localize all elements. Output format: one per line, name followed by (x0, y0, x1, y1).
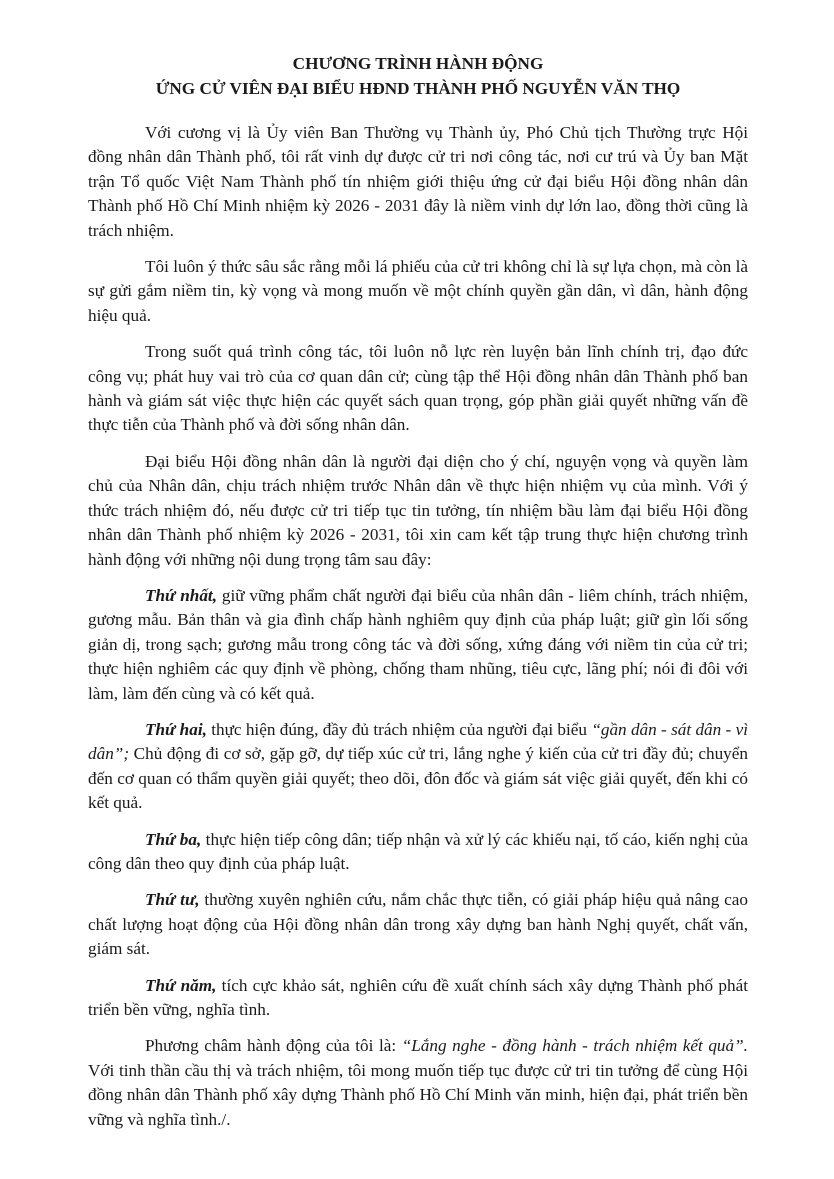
second-point-text-a: thực hiện đúng, đầy đủ trách nhiệm của người đại biểu (206, 719, 592, 739)
paragraph-fifth-point (88, 974, 748, 1023)
third-point-lead: Thứ ba, (145, 829, 202, 849)
second-point-quote: “gần dân - sát dân - vì dân”; (88, 719, 748, 764)
fourth-point-text: thường xuyên nghiên cứu, nắm chắc thực tiễn, có giải pháp hiệu quả nâng cao chất lượng hoạt động của Hội đồng nhân dân trong xây dựng ban hành Nghị quyết, chất vấn, giám sát. (88, 890, 748, 959)
motto-text-a: Phương châm hành động của tôi là: (145, 1036, 402, 1056)
fourth-point-lead: Thứ tư, (145, 890, 200, 910)
document-subtitle: ỨNG CỬ VIÊN ĐẠI BIỂU HĐND THÀNH PHỐ NGUYỄN VĂN THỌ (155, 78, 681, 98)
first-point-lead: Thứ nhất, (145, 585, 218, 605)
paragraph-work-history: Trong suốt quá trình công tác, tôi luôn nỗ lực rèn luyện bản lĩnh chính trị, đạo đức công vụ; phát huy vai trò của cơ quan dân cử; cùng tập thể Hội đồng nhân dân Thành phố ban hành và giám sát việc thực hiện các quyết sách quan trọng, góp phần giải quyết những vấn đề thực tiễn của Thành phố và đời sống nhân dân. (88, 342, 748, 435)
paragraph-intro: Với cương vị là Ủy viên Ban Thường vụ Thành ủy, Phó Chủ tịch Thường trực Hội đồng nhân dân Thành phố, tôi rất vinh dự được cử tri nơi công tác, nơi cư trú và Ủy ban Mặt trận Tổ quốc Việt Nam Thành phố tín nhiệm giới thiệu ứng cử đại biểu Hội đồng nhân dân Thành phố Hồ Chí Minh nhiệm kỳ 2026 - 2031 đây là niềm vinh dự lớn lao, đồng thời cũng là trách nhiệm. (88, 123, 748, 240)
second-point-lead: Thứ hai, (145, 719, 207, 739)
motto-text-b: Với tinh thần cầu thị và trách nhiệm, tôi mong muốn tiếp tục được cử tri tin tưởng để cùng Hội đồng nhân dân Thành phố xây dựng Thành phố Hồ Chí Minh văn minh, hiện đại, phát triển bền vững và nghĩa tình./. (88, 1060, 748, 1129)
second-point-text-b: Chủ động đi cơ sở, gặp gỡ, dự tiếp xúc cử tri, lắng nghe ý kiến của cử tri đầy đủ; chuyển đến cơ quan có thẩm quyền giải quyết; theo dõi, đôn đốc và giám sát việc giải quyết, đến khi có kết quả. (88, 744, 748, 813)
fifth-point-lead: Thứ năm, (145, 975, 217, 995)
paragraph-awareness: Tôi luôn ý thức sâu sắc rằng mỗi lá phiếu của cử tri không chỉ là sự lựa chọn, mà còn là sự gửi gắm niềm tin, kỳ vọng và mong muốn về một chính quyền gần dân, vì dân, hành động hiệu quả. (88, 257, 748, 325)
paragraph-fourth-point (88, 888, 748, 961)
document-header (88, 52, 748, 101)
third-point-text: thực hiện tiếp công dân; tiếp nhận và xử lý các khiếu nại, tố cáo, kiến nghị của công dân theo quy định của pháp luật. (88, 829, 748, 873)
paragraph-second-point (88, 718, 748, 816)
paragraph-third-point (88, 828, 748, 877)
first-point-text: giữ vững phẩm chất người đại biểu của nhân dân - liêm chính, trách nhiệm, gương mẫu. Bản thân và gia đình chấp hành nghiêm quy định của pháp luật; giữ gìn lối sống giản dị, trong sạch; gương mẫu trong công tác và đời sống, xứng đáng với niềm tin của cử tri; thực hiện nghiêm các quy định về phòng, chống tham nhũng, tiêu cực, lãng phí; nói đi đôi với làm, làm đến cùng và có kết quả. (88, 585, 748, 703)
document-title: CHƯƠNG TRÌNH HÀNH ĐỘNG (292, 54, 544, 73)
paragraph-commitment: Đại biểu Hội đồng nhân dân là người đại diện cho ý chí, nguyện vọng và quyền làm chủ của Nhân dân, chịu trách nhiệm trước Nhân dân về thực hiện nhiệm vụ của mình. Với ý thức trách nhiệm đó, nếu được cử tri tiếp tục tin tưởng, tín nhiệm bầu làm đại biểu Hội đồng nhân dân Thành phố nhiệm kỳ 2026 - 2031, tôi xin cam kết tập trung thực hiện chương trình hành động với những nội dung trọng tâm sau đây: (88, 451, 748, 569)
motto-quote: “Lắng nghe - đồng hành - trách nhiệm kết quả”. (401, 1036, 748, 1056)
paragraph-first-point (88, 584, 748, 706)
fifth-point-text: tích cực khảo sát, nghiên cứu đề xuất chính sách xây dựng Thành phố phát triển bền vững, nghĩa tình. (88, 975, 748, 1019)
paragraph-motto (88, 1034, 748, 1132)
